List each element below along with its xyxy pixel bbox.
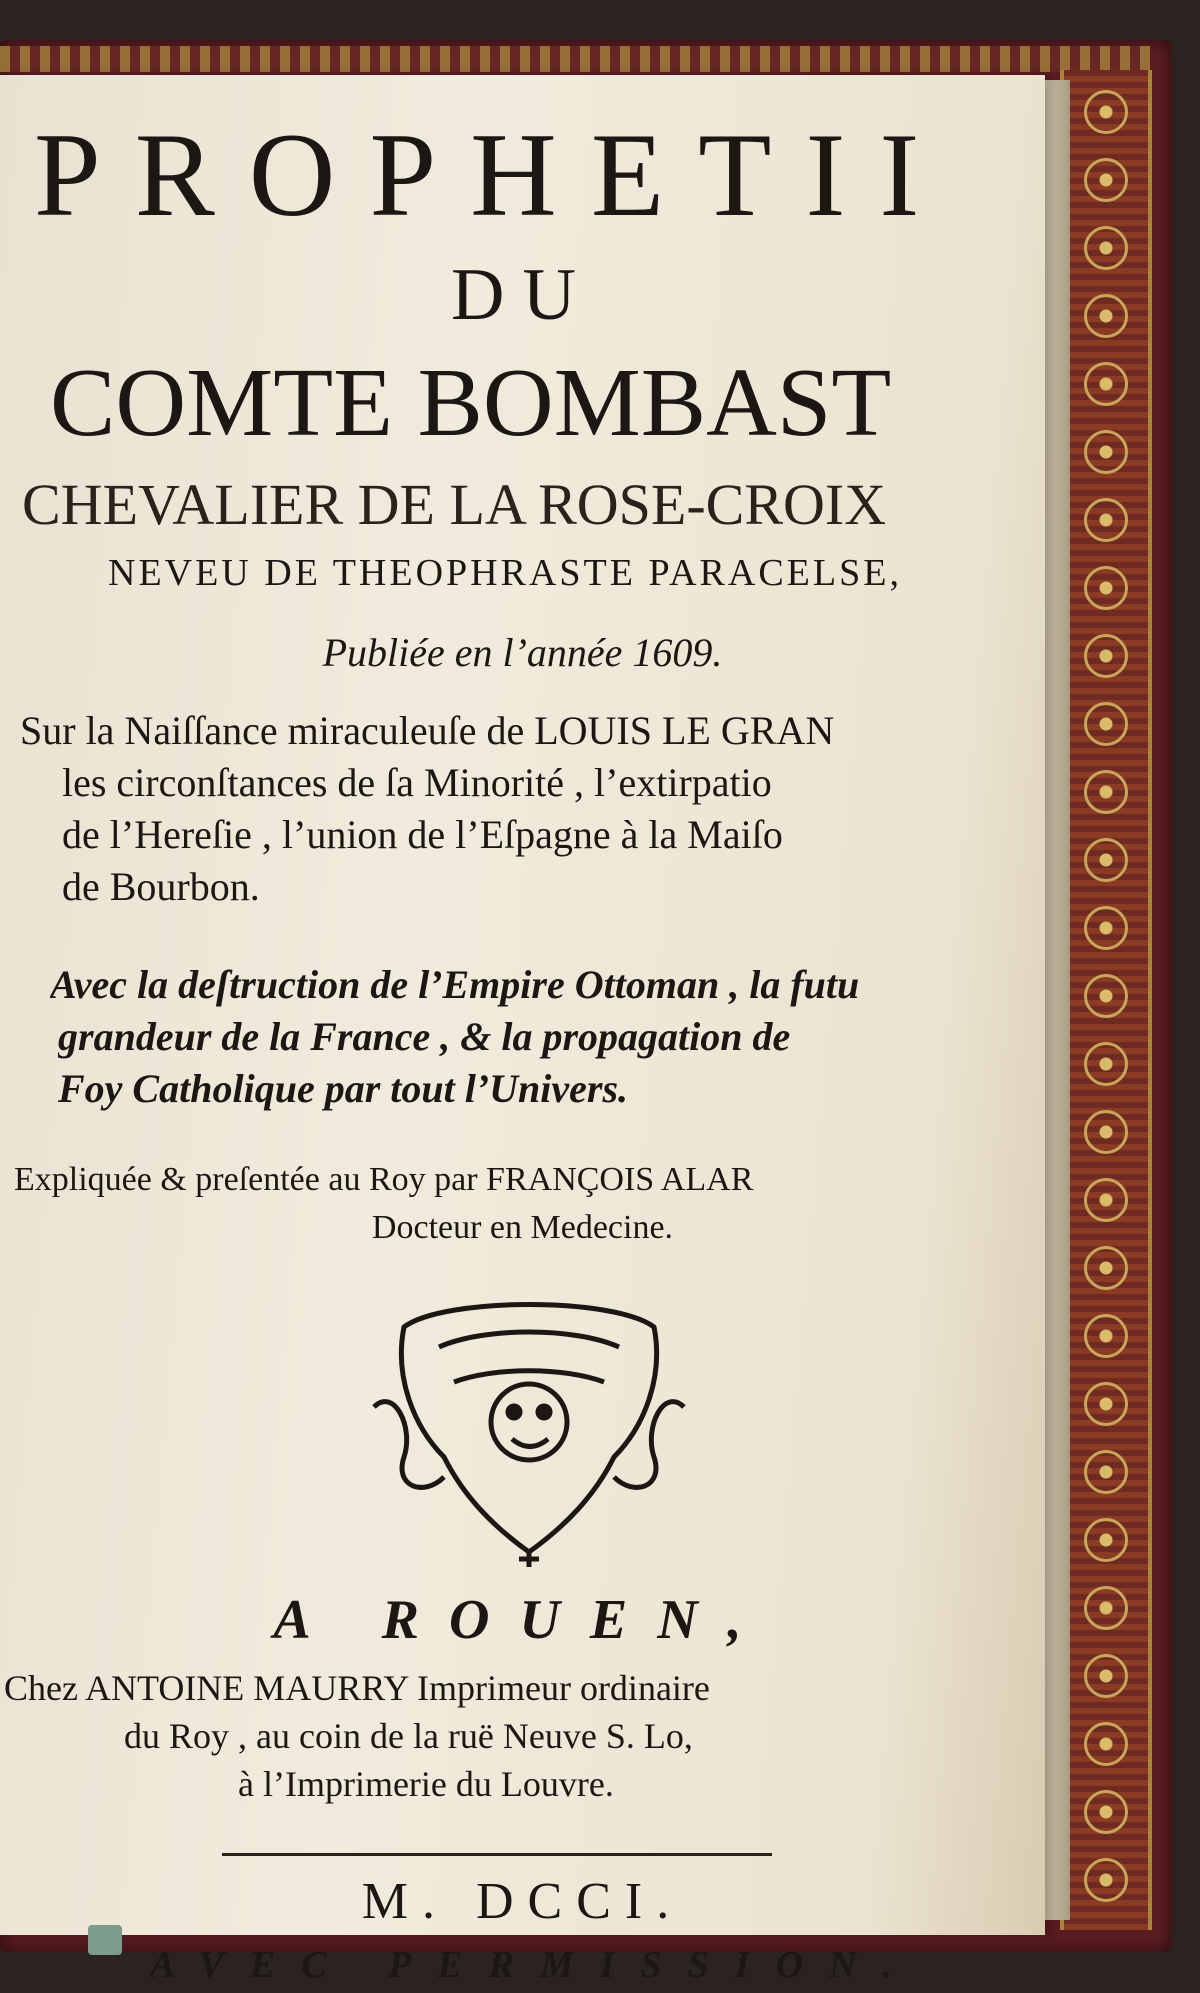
subtitle-line-2: NEVEU DE THEOPHRASTE PARACELSE, — [108, 552, 902, 594]
italic-line-1: Avec la deſtruction de l’Empire Ottoman , la futu — [50, 962, 860, 1007]
body-line-4: de Bourbon. — [62, 864, 260, 909]
gilt-rosette — [1084, 1586, 1128, 1630]
imprint-date: M. DCCI. — [361, 1873, 684, 1930]
italic-line-3: Foy Catholique par tout l’Univers. — [58, 1066, 629, 1111]
explanation-line-2: Docteur en Medecine. — [371, 1209, 674, 1246]
title-line-1: PROPHETII — [34, 108, 954, 241]
gilt-rosette — [1084, 1654, 1128, 1698]
gilt-rosette — [1084, 1858, 1128, 1902]
imprint-permission: AVEC PERMISSION. — [150, 1944, 918, 1986]
explanation-line-1: Expliquée & preſentée au Roy par FRANÇOIS ALAR — [14, 1161, 754, 1198]
gilt-rosette — [1084, 1178, 1128, 1222]
imprint-line-3: à l’Imprimerie du Louvre. — [238, 1764, 614, 1804]
body-line-3: de l’Hereſie , l’union de l’Eſpagne à la Maiſo — [62, 812, 783, 857]
gilt-rosette — [1084, 1518, 1128, 1562]
body-line-1: Sur la Naiſſance miraculeuſe de LOUIS LE GRAN — [20, 708, 835, 753]
body-line-2: les circonſtances de ſa Minorité , l’extirpatio — [62, 760, 772, 805]
title-page — [0, 75, 1045, 1986]
gilt-rosette — [1084, 634, 1128, 678]
gilt-top-border — [0, 46, 1150, 72]
gilt-rosette — [1084, 226, 1128, 270]
gilt-rosette — [1084, 498, 1128, 542]
italic-line-2: grandeur de la France , & la propagation de — [58, 1014, 791, 1059]
imprint-rule — [222, 1853, 772, 1856]
gilt-rosette — [1084, 1450, 1128, 1494]
title-line-2: DU — [451, 254, 594, 336]
gilt-rosette — [1084, 90, 1128, 134]
subtitle-line-1: CHEVALIER DE LA ROSE-CROIX — [22, 472, 887, 537]
imprint-line-1: Chez ANTOINE MAURRY Imprimeur ordinaire — [4, 1668, 710, 1708]
gilt-rosette — [1084, 1382, 1128, 1426]
year-line: Publiée en l’année 1609. — [322, 630, 723, 675]
gilt-rosette — [1084, 1110, 1128, 1154]
printer-ornament-icon — [364, 1287, 694, 1567]
imprint-place: A ROUEN, — [273, 1589, 772, 1651]
gilt-rosette — [1084, 1246, 1128, 1290]
imprint-line-2: du Roy , au coin de la ruë Neuve S. Lo, — [124, 1716, 693, 1756]
gilt-rosette — [1084, 1314, 1128, 1358]
bookmark-ribbon — [88, 1925, 122, 1955]
gilt-rosette — [1084, 702, 1128, 746]
gilt-rosette — [1084, 158, 1128, 202]
title-line-3: COMTE BOMBAST — [50, 349, 892, 457]
gilt-rosette — [1084, 294, 1128, 338]
